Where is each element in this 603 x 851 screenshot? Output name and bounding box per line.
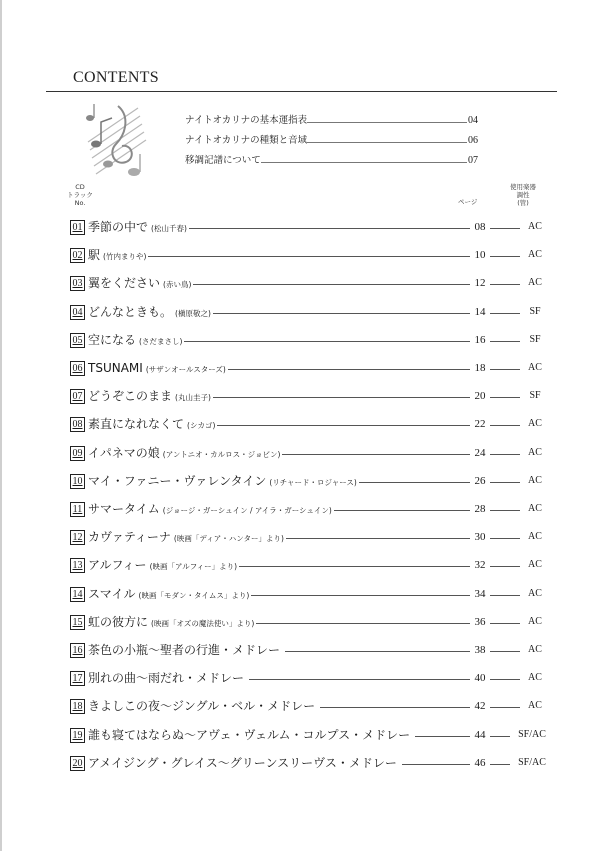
track-instrument: SF	[529, 305, 541, 317]
track-number: 20	[70, 756, 85, 771]
track-number: 17	[70, 671, 85, 686]
track-title: スマイル	[88, 586, 136, 601]
intro-item-label: 移調記譜について	[185, 155, 261, 166]
track-artist: (映画「オズの魔法使い」より)	[151, 618, 255, 628]
track-row[interactable]	[70, 387, 540, 405]
track-row[interactable]	[70, 331, 540, 349]
track-row[interactable]	[70, 585, 540, 603]
track-page: 28	[474, 503, 486, 515]
track-number: 09	[70, 446, 85, 461]
leader-line	[490, 736, 510, 737]
page-title: CONTENTS	[73, 69, 159, 86]
track-title: 季節の中で	[88, 220, 149, 234]
track-number: 16	[70, 643, 85, 658]
track-page: 12	[474, 277, 486, 290]
track-row[interactable]	[70, 754, 546, 772]
track-row[interactable]	[70, 528, 540, 546]
track-title: 別れの曲〜雨だれ・メドレー	[88, 671, 245, 686]
track-title-block	[88, 557, 239, 575]
track-title-block	[88, 698, 320, 716]
track-artist: (映画「モダン・タイムス」より)	[138, 590, 250, 600]
intro-item-page: 06	[468, 135, 478, 146]
track-instrument: AC	[528, 418, 542, 430]
track-instrument: AC	[528, 503, 542, 514]
track-instrument: SF/AC	[518, 728, 546, 740]
track-page: 30	[474, 531, 486, 544]
track-title-block	[88, 388, 213, 406]
track-page: 14	[474, 305, 486, 318]
cd-header-line: トラック	[67, 191, 93, 199]
instrument-header-line: 使用楽器	[510, 183, 536, 191]
track-instrument: AC	[528, 644, 542, 655]
track-title-block	[88, 360, 228, 378]
track-title-block	[88, 275, 193, 293]
track-title-block	[88, 670, 249, 688]
track-title: 茶色の小瓶〜聖者の行進・メドレー	[88, 643, 281, 657]
track-number: 02	[70, 248, 85, 263]
track-number: 03	[70, 276, 85, 291]
track-instrument: AC	[528, 221, 542, 232]
leader-line	[490, 482, 520, 483]
track-title: アルフィー	[88, 558, 147, 573]
track-page: 46	[474, 756, 486, 769]
track-number: 15	[70, 615, 85, 630]
track-row[interactable]	[70, 274, 540, 292]
track-title: 翼をください	[88, 276, 161, 291]
track-page: 38	[474, 644, 486, 656]
track-row[interactable]	[70, 500, 540, 518]
track-number: 04	[70, 305, 85, 320]
track-artist: (槇原敬之)	[175, 308, 211, 318]
track-page: 36	[474, 615, 486, 628]
intro-item-page: 04	[468, 115, 478, 126]
track-title-block	[88, 501, 334, 519]
track-number: 14	[70, 587, 85, 602]
leader-line	[490, 256, 520, 257]
track-title: サマータイム	[88, 502, 160, 516]
track-artist: (赤い鳥)	[163, 280, 192, 290]
track-number: 13	[70, 558, 85, 573]
track-instrument: AC	[528, 559, 542, 571]
leader-line	[490, 566, 520, 567]
track-instrument: AC	[528, 362, 542, 373]
track-title: イパネマの娘	[88, 445, 160, 460]
track-artist: (リチャード・ロジャース)	[269, 477, 357, 487]
track-instrument: SF	[529, 390, 541, 402]
intro-item-label: ナイトオカリナの基本運指表	[185, 115, 308, 126]
leader-line	[490, 228, 520, 229]
track-page: 22	[474, 418, 486, 431]
track-row[interactable]	[70, 472, 540, 490]
track-number: 18	[70, 699, 85, 714]
track-page: 18	[474, 362, 486, 374]
track-page: 16	[474, 333, 486, 346]
track-artist: (アントニオ・カルロス・ジョビン)	[162, 449, 281, 459]
leader-line	[490, 454, 520, 455]
track-instrument: AC	[528, 587, 542, 599]
track-number: 06	[70, 361, 85, 376]
track-row[interactable]	[70, 359, 540, 377]
track-title: どんなときも。	[88, 304, 173, 319]
leader-line	[490, 707, 520, 708]
track-title: アメイジング・グレイス〜グリーンスリーヴス・メドレー	[88, 755, 397, 770]
track-artist: (さだまさし)	[139, 336, 183, 346]
leader-line	[490, 764, 510, 765]
track-row[interactable]	[70, 444, 540, 462]
track-page: 44	[474, 728, 486, 741]
leader-line	[490, 313, 520, 314]
leader-line	[490, 341, 520, 342]
instrument-header-line: 調性	[516, 191, 530, 199]
leader-line	[490, 425, 520, 426]
intro-item-page: 07	[468, 155, 478, 166]
track-number: 10	[70, 474, 85, 489]
track-row[interactable]	[70, 613, 540, 631]
intro-item[interactable]	[185, 134, 485, 148]
track-page: 26	[474, 474, 486, 487]
track-title-block	[88, 614, 256, 632]
track-title: 駅	[88, 248, 101, 263]
leader-line	[490, 369, 520, 370]
track-title-block	[88, 473, 359, 491]
cd-header-line: No.	[74, 199, 86, 207]
track-title-block	[88, 219, 189, 237]
track-artist: (ジョージ・ガーシュイン / アイラ・ガーシュイン)	[162, 506, 332, 515]
track-artist: (竹内まりや)	[103, 252, 147, 262]
track-instrument: AC	[528, 531, 542, 543]
track-row[interactable]	[70, 303, 540, 321]
track-title: どうぞこのまま	[88, 389, 173, 404]
cd-track-header	[60, 183, 100, 207]
track-artist: (映画「アルフィー」より)	[149, 562, 238, 572]
instrument-header	[498, 183, 548, 207]
track-page: 10	[474, 249, 486, 262]
track-number: 08	[70, 417, 85, 432]
track-instrument: AC	[528, 700, 542, 712]
leader-line	[490, 595, 520, 596]
track-title-block	[88, 332, 184, 350]
track-row[interactable]	[70, 415, 540, 433]
track-title-block	[88, 247, 148, 265]
track-row[interactable]	[70, 697, 540, 715]
leader-line	[490, 397, 520, 398]
cd-header-line: CD	[75, 183, 85, 191]
track-title-block	[88, 304, 213, 322]
track-artist: (松山千春)	[151, 224, 187, 233]
track-instrument: AC	[528, 446, 542, 458]
track-title: マイ・ファニー・ヴァレンタイン	[88, 473, 267, 488]
title-rule	[46, 91, 557, 92]
track-page: 40	[474, 672, 486, 685]
track-title: 空になる	[88, 332, 137, 347]
track-title: カヴァティーナ	[88, 530, 171, 545]
track-instrument: AC	[528, 474, 542, 486]
track-artist: (丸山圭子)	[175, 393, 211, 403]
leader-line	[490, 623, 520, 624]
track-title-block	[88, 416, 217, 434]
track-instrument: AC	[528, 249, 542, 261]
track-number: 01	[70, 220, 85, 235]
track-title-block	[88, 642, 285, 660]
track-title: TSUNAMI	[88, 361, 143, 375]
track-title-block	[88, 586, 251, 604]
intro-item[interactable]	[185, 154, 485, 168]
track-title-block	[88, 529, 286, 547]
track-row[interactable]	[70, 246, 540, 264]
track-title-block	[88, 445, 282, 463]
track-row[interactable]	[70, 556, 540, 574]
track-number: 11	[70, 502, 85, 517]
leader-line	[490, 538, 520, 539]
track-title-block	[88, 755, 402, 773]
page-edge	[0, 0, 2, 851]
track-page: 42	[474, 700, 486, 713]
intro-item-label: ナイトオカリナの種類と音域	[185, 135, 308, 146]
track-instrument: AC	[528, 672, 542, 684]
track-number: 12	[70, 530, 85, 545]
track-title: 虹の彼方に	[88, 614, 149, 629]
leader-line	[490, 284, 520, 285]
intro-item[interactable]	[185, 114, 485, 128]
page-column-header: ページ	[458, 198, 478, 206]
track-instrument: AC	[528, 615, 542, 627]
track-instrument: SF/AC	[518, 756, 546, 768]
track-title-block	[88, 727, 415, 745]
track-artist: (映画「ディア・ハンター」より)	[173, 534, 284, 544]
track-row[interactable]	[70, 669, 540, 687]
track-artist: (シカゴ)	[187, 421, 216, 431]
track-title: 素直になれなくて	[88, 417, 185, 432]
instrument-header-line: (管)	[517, 199, 529, 207]
track-page: 34	[474, 587, 486, 600]
track-number: 07	[70, 389, 85, 404]
track-row[interactable]	[70, 726, 546, 744]
leader-line	[490, 510, 520, 511]
leader-line	[490, 679, 520, 680]
track-page: 32	[474, 559, 486, 572]
music-notes-illustration	[78, 100, 156, 188]
leader-line	[490, 651, 520, 652]
track-instrument: AC	[528, 277, 542, 289]
track-page: 20	[474, 390, 486, 403]
track-row[interactable]	[70, 218, 540, 236]
track-instrument: SF	[529, 333, 541, 345]
track-artist: (サザンオールスターズ)	[145, 365, 226, 374]
track-page: 08	[474, 221, 486, 233]
track-title: きよしこの夜〜ジングル・ベル・メドレー	[88, 699, 316, 714]
track-title: 誰も寝てはならぬ〜アヴェ・ヴェルム・コルプス・メドレー	[88, 727, 411, 742]
track-number: 05	[70, 333, 85, 348]
track-number: 19	[70, 728, 85, 743]
track-row[interactable]	[70, 641, 540, 659]
track-page: 24	[474, 446, 486, 459]
